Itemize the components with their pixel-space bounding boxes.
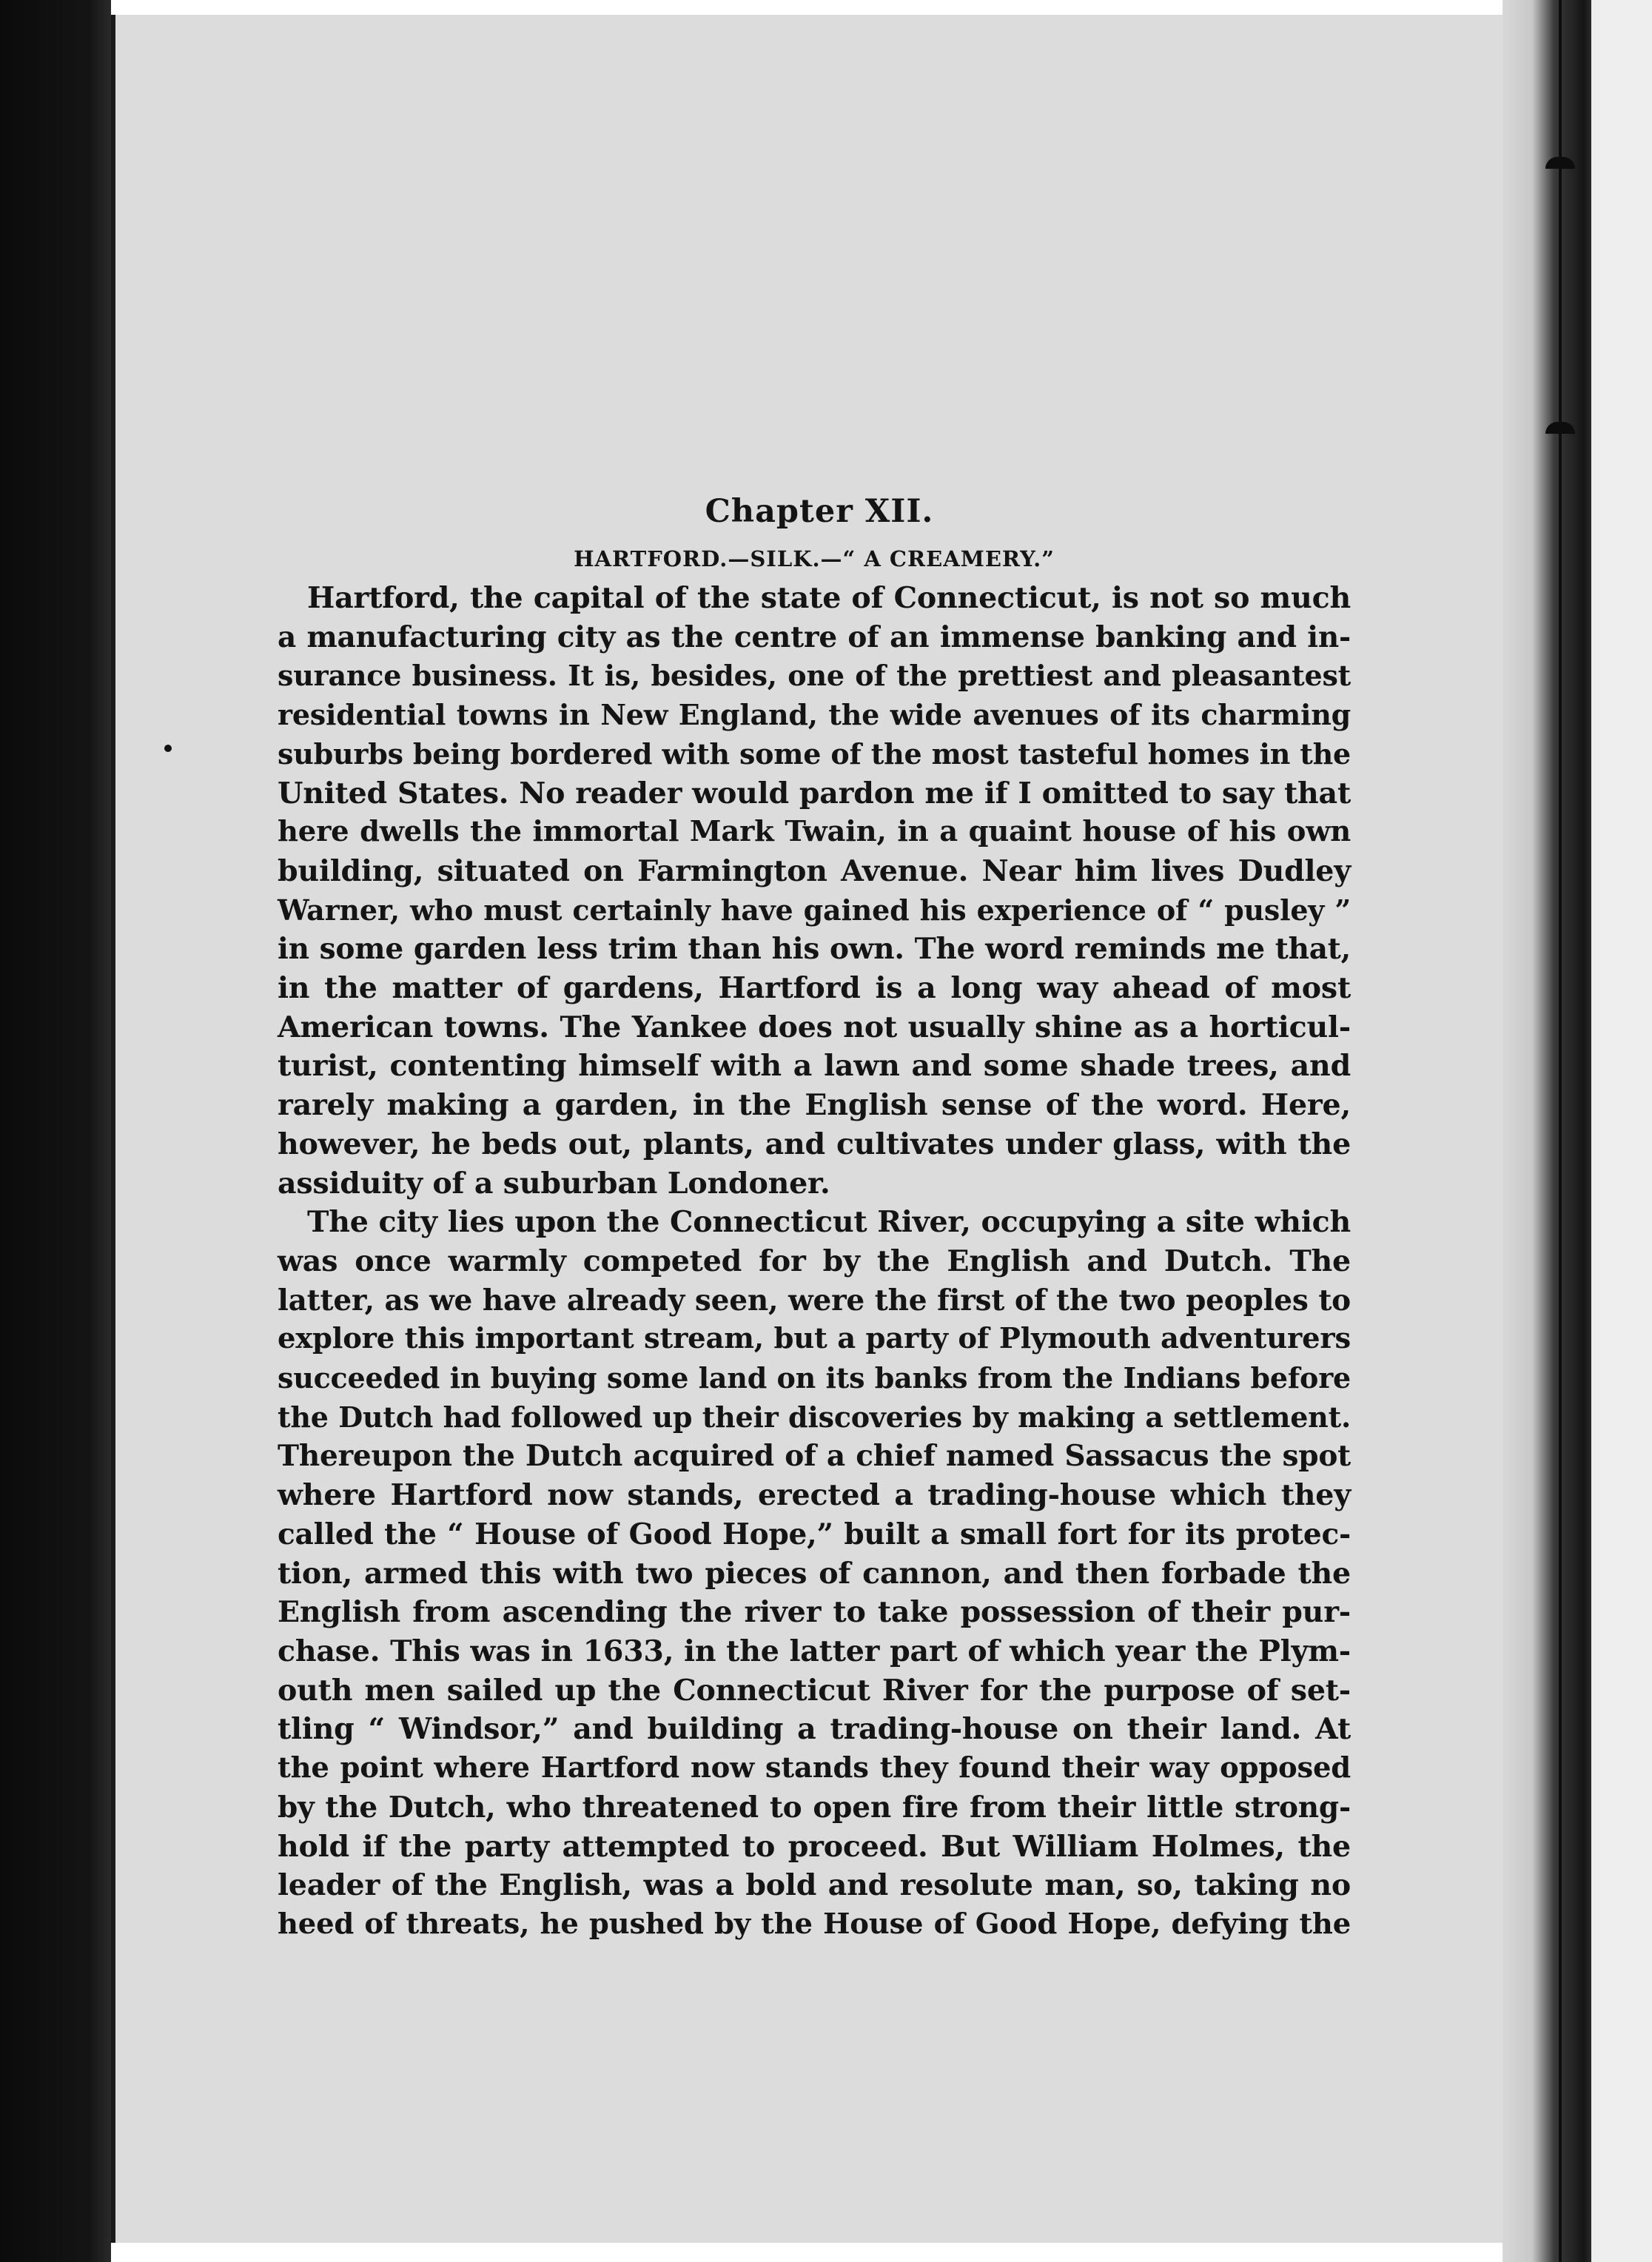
text-line: American towns. The Yankee does not usually shine as a horticul- bbox=[278, 1010, 1351, 1044]
text-line: hold if the party attempted to proceed. But William Holmes, the bbox=[278, 1829, 1351, 1864]
text-line: here dwells the immortal Mark Twain, in a quaint house of his own bbox=[278, 815, 1351, 849]
text-line: English from ascending the river to take possession of their pur- bbox=[278, 1595, 1351, 1630]
paragraph-1 bbox=[278, 579, 1351, 1203]
text-line: however, he beds out, plants, and cultivates under glass, with the bbox=[278, 1127, 1351, 1161]
text-line: leader of the English, was a bold and resolute man, so, taking no bbox=[278, 1868, 1351, 1903]
text-line: surance business. It is, besides, one of the prettiest and pleasantest bbox=[278, 659, 1351, 693]
binding-shadow bbox=[0, 0, 111, 2262]
text-line: called the “ House of Good Hope,” built a small fort for its protec- bbox=[278, 1517, 1351, 1551]
page-text bbox=[278, 474, 1351, 1944]
text-line: heed of threats, he pushed by the House of Good Hope, defying the bbox=[278, 1907, 1351, 1941]
chapter-title: Chapter XII. bbox=[705, 493, 934, 530]
text-line: tion, armed this with two pieces of cannon, and then forbade the bbox=[278, 1556, 1351, 1591]
text-line: chase. This was in 1633, in the latter part of which year the Plym- bbox=[278, 1634, 1351, 1668]
text-line: Warner, who must certainly have gained his experience of “ pusley ” bbox=[278, 893, 1351, 927]
text-line: rarely making a garden, in the English sense of the word. Here, bbox=[278, 1088, 1351, 1123]
text-line: succeeded in buying some land on its banks from the Indians before bbox=[278, 1361, 1351, 1395]
text-line: residential towns in New England, the wide avenues of its charming bbox=[278, 698, 1351, 732]
text-line: latter, as we have already seen, were the first of the two peoples to bbox=[278, 1283, 1351, 1318]
text-line: United States. No reader would pardon me if I omitted to say that bbox=[278, 776, 1351, 811]
paragraph-2 bbox=[278, 1203, 1351, 1944]
chapter-subtitle: HARTFORD.—SILK.—“ A CREAMERY.” bbox=[574, 546, 1055, 571]
text-line: was once warmly competed for by the English and Dutch. The bbox=[278, 1244, 1351, 1278]
text-line: a manufacturing city as the centre of an immense banking and in- bbox=[278, 620, 1351, 654]
text-line: where Hartford now stands, erected a trading-house which they bbox=[278, 1478, 1351, 1513]
thread-knot bbox=[1545, 422, 1575, 434]
text-line: The city lies upon the Connecticut River, occupying a site which bbox=[307, 1205, 1351, 1240]
binding-thread bbox=[1559, 0, 1562, 2262]
thread-knot bbox=[1545, 157, 1575, 169]
text-line: Thereupon the Dutch acquired of a chief named Sassacus the spot bbox=[278, 1439, 1351, 1474]
text-line: suburbs being bordered with some of the most tasteful homes in the bbox=[278, 736, 1351, 771]
text-line: by the Dutch, who threatened to open fire from their little strong- bbox=[278, 1790, 1351, 1825]
text-line: Hartford, the capital of the state of Connecticut, is not so much bbox=[307, 581, 1351, 615]
facing-page-edge bbox=[1591, 0, 1652, 2262]
text-line: outh men sailed up the Connecticut River for the purpose of set- bbox=[278, 1673, 1351, 1708]
text-line: building, situated on Farmington Avenue. Near him lives Dudley bbox=[278, 853, 1351, 888]
text-line: the Dutch had followed up their discoveries by making a settlement. bbox=[278, 1400, 1351, 1434]
text-line: explore this important stream, but a party of Plymouth adventurers bbox=[278, 1322, 1351, 1356]
text-line: assiduity of a suburban Londoner. bbox=[278, 1166, 830, 1201]
text-line: the point where Hartford now stands they found their way opposed bbox=[278, 1751, 1351, 1785]
text-line: tling “ Windsor,” and building a trading-house on their land. At bbox=[278, 1712, 1351, 1747]
text-line: in some garden less trim than his own. The word reminds me that, bbox=[278, 932, 1351, 967]
right-page-edge bbox=[1502, 0, 1591, 2262]
text-line: in the matter of gardens, Hartford is a long way ahead of most bbox=[278, 971, 1351, 1006]
stray-mark bbox=[164, 745, 172, 752]
text-line: turist, contenting himself with a lawn and some shade trees, and bbox=[278, 1049, 1351, 1084]
